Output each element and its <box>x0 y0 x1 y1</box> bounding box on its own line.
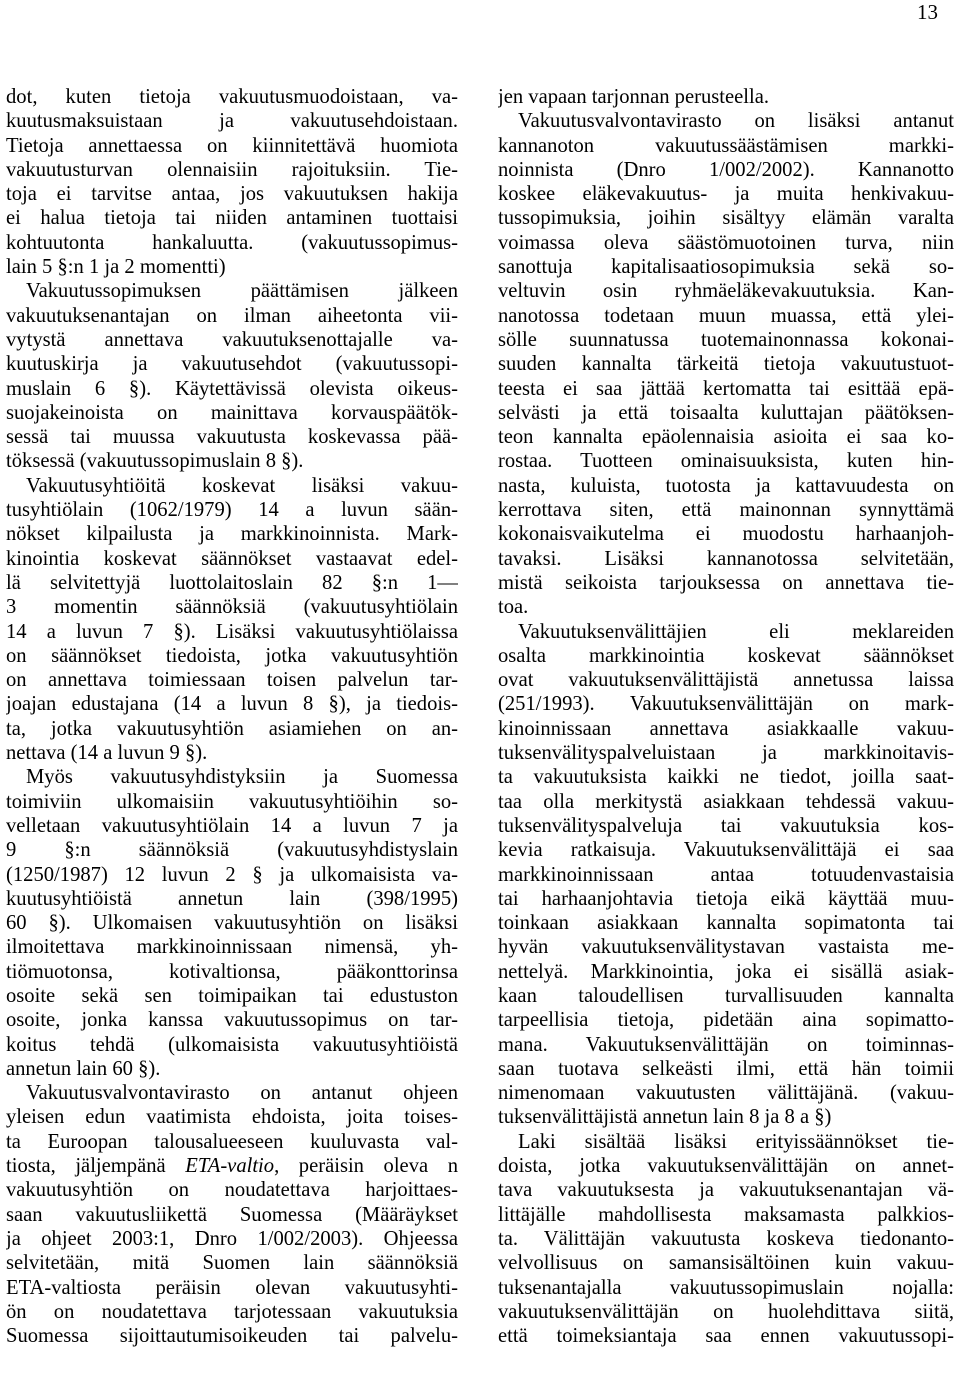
text-line: yleisen edun vaatimista ehdoista, joita toises- <box>6 1106 458 1129</box>
text-line: kinoinnissaan annettava asiakkaalle vakuu- <box>498 717 954 740</box>
text-line: nimenomaan vakuutusten välittäjänä. (vakuu- <box>498 1082 954 1105</box>
text-line: 9 §:n säännöksiä (vakuutusyhdistyslain <box>6 839 458 862</box>
text-line: vakuutusturvan olennaisiin rajoituksiin. Tie- <box>6 158 458 181</box>
text-line: mana. Vakuutuksenvälittäjän on toiminnas- <box>498 1033 954 1056</box>
text-line: tuksenantajalla vakuutussopimuslain nojalla: <box>498 1276 954 1299</box>
text-line: tavaksi. Lisäksi kannanotossa selvitetään, <box>498 547 954 570</box>
left-text-column <box>6 85 458 1348</box>
text-line: tiosta, jäljempänä ETA-valtio, peräisin oleva n <box>6 1155 458 1178</box>
text-line: kinointia koskevat säännökset vastaavat edel- <box>6 547 458 570</box>
text-line: vytystä annettava vakuutuksenottajalle va- <box>6 328 458 351</box>
text-line: kuutusyhtiöistä annetun lain (398/1995) <box>6 887 458 910</box>
text-line: teesta ei saa jättää kertomatta tai esittää epä- <box>498 377 954 400</box>
text-line: kohtuutonta hankaluutta. (vakuutussopimus- <box>6 231 458 254</box>
text-line: annetun lain 60 §). <box>6 1057 161 1080</box>
text-line: tarpeellisia tietoja, pidetään aina sopimatto- <box>498 1009 954 1032</box>
text-line: tiömuotonsa, kotivaltionsa, pääkonttorinsa <box>6 960 458 983</box>
text-line: rostaa. Tuotteen ominaisuuksista, kuten hin- <box>498 450 954 473</box>
text-line: muslain 6 §). Käytettävissä olevista oikeus- <box>6 377 458 400</box>
text-line: on annettava toimiessaan toisen palvelun tar- <box>6 669 458 692</box>
text-line: tai harhaanjohtavia tietoja eikä käyttää muu- <box>498 887 954 910</box>
text-line: toa. <box>498 596 529 619</box>
text-line: sölle suunnatussa tuotemainonnassa kokonai- <box>498 328 954 351</box>
text-line: selvästi ja että toisaalta kuluttajan päätöksen- <box>498 401 954 424</box>
text-line: jen vapaan tarjonnan perusteella. <box>498 86 770 108</box>
text-line: Vakuutuksenvälittäjien eli meklareiden <box>518 620 954 643</box>
text-line: 14 a luvun 7 §). Lisäksi vakuutusyhtiölaissa <box>6 620 458 643</box>
text-line: velvollisuus on samansisältöinen kuin vakuu- <box>498 1252 954 1275</box>
emphasized-term: ETA-valtio <box>185 1155 275 1178</box>
text-line: tuksenvälittäjistä annetun lain 8 ja 8 a §) <box>498 1106 832 1129</box>
text-line: kokonaisvaikutelma ei muodostu harhaanjoh- <box>498 523 954 546</box>
text-line: voimassa oleva säästömuotoinen turva, niin <box>498 231 954 254</box>
text-line: vakuutuksenantajan on ilman aiheetonta vii- <box>6 304 458 327</box>
text-line: hyvän vakuutuksenvälitystavan vastaista me- <box>498 936 954 959</box>
text-line: tusyhtiölain (1062/1979) 14 a luvun sään- <box>6 499 458 522</box>
text-line: koskee eläkevakuutus- ja muita henkivakuu- <box>498 183 954 206</box>
text-line: markkinoinnissaan antaa totuudenvastaisia <box>498 863 954 886</box>
text-line: (1250/1987) 12 luvun 2 § ja ulkomaisista va- <box>6 863 458 886</box>
text-line: Tietoja annettaessa on kiinnitettävä huomiota <box>6 134 458 157</box>
text-line: ei halua tietoja tai niiden antaminen tuottaisi <box>6 207 458 230</box>
text-line: Suomessa sijoittautumisoikeuden tai palvelu- <box>6 1325 458 1348</box>
text-line: ETA-valtiosta peräisin olevan vakuutusyhti- <box>6 1276 458 1299</box>
text-line: tava vakuutuksesta ja vakuutuksenantajan vä- <box>498 1179 954 1202</box>
text-line: Laki sisältää lisäksi erityissäännökset tie- <box>518 1130 954 1153</box>
text-line: Myös vakuutusyhdistyksiin ja Suomessa <box>26 766 458 789</box>
text-line: ta, jotka vakuutusyhtiön asiamiehen on an- <box>6 717 458 740</box>
text-line: noinnista (Dnro 1/002/2002). Kannanotto <box>498 158 954 181</box>
text-line: Vakuutussopimuksen päättämisen jälkeen <box>26 280 458 303</box>
text-line: nanotossa todetaan muun muassa, että ylei- <box>498 304 954 327</box>
text-line: ön on noudatettava tarjotessaan vakuutuksia <box>6 1300 458 1323</box>
text-line: ta vakuutuksista kaikki ne tiedot, joilla saat- <box>498 766 954 789</box>
text-line: saan tuotava selkeästi ilmi, että hän toimii <box>498 1057 954 1080</box>
text-line: toinkaan asiakkaan kannalta sopimatonta tai <box>498 912 954 935</box>
text-line: mistä seikoista tarjouksessa on annettava tie- <box>498 571 954 594</box>
text-line: koitus tehdä (ulkomaisista vakuutusyhtiöistä <box>6 1033 458 1056</box>
text-line: ta Euroopan talousalueeseen kuuluvasta val- <box>6 1130 458 1153</box>
text-line: Vakuutusyhtiöitä koskevat lisäksi vakuu- <box>26 474 458 497</box>
text-line: lain 5 §:n 1 ja 2 momentti) <box>6 256 226 279</box>
text-line: toimiviin ulkomaisiin vakuutusyhtiöihin so- <box>6 790 458 813</box>
text-line: sanottuja kapitalisaatiosopimuksia sekä so- <box>498 256 954 279</box>
text-line: taa olla merkitystä asiakkaan tehdessä vakuu- <box>498 790 954 813</box>
text-line: nettelyä. Markkinointia, joka ei sisällä asiak- <box>498 960 954 983</box>
text-line: kannanoton vakuutussäästämisen markki- <box>498 134 954 157</box>
text-line: toja ei tarvitse antaa, jos vakuutuksen hakija <box>6 183 458 206</box>
text-line: nasta, kuluista, tuotosta ja kattavuudesta on <box>498 474 954 497</box>
text-line: selvitetään, mitä Suomen lain säännöksiä <box>6 1252 458 1275</box>
page-number: 13 <box>917 0 938 24</box>
text-line: joajan edustajana (14 a luvun 8 §), ja tiedois- <box>6 693 458 716</box>
text-line: saan vakuutusliikettä Suomessa (Määräykset <box>6 1203 458 1226</box>
text-line: osalta markkinointia koskevat säännökset <box>498 644 954 667</box>
text-line: osoite, jonka kanssa vakuutussopimus on tar- <box>6 1009 458 1032</box>
text-line: tuksenvälityspalveluja tai vakuutuksia kos- <box>498 814 954 837</box>
text-line: on säännökset tiedoista, jotka vakuutusyhtiön <box>6 644 458 667</box>
text-line: ta. Välittäjän vakuutusta koskeva tiedonanto- <box>498 1227 954 1250</box>
right-text-column <box>498 85 954 1348</box>
text-line: 3 momentin säännöksiä (vakuutusyhtiölain <box>6 596 458 619</box>
text-line: nökset kilpailusta ja markkinoinnista. Mark- <box>6 523 458 546</box>
text-line: dot, kuten tietoja vakuutusmuodoistaan, va- <box>6 86 458 108</box>
text-line: kaan taloudellisen turvallisuuden kannalta <box>498 984 954 1007</box>
text-line: suojakeinoista on mainittava korvauspäätök- <box>6 401 458 424</box>
text-line: tuksenvälityspalveluistaan ja markkinoitavis- <box>498 742 954 765</box>
text-line: lä selvitettyjä luottolaitoslain 82 §:n 1— <box>6 571 458 594</box>
text-line: suuden kannalta tärkeitä tietoja vakuutustuot- <box>498 353 954 376</box>
text-line: Vakuutusvalvontavirasto on lisäksi antanut <box>518 110 954 133</box>
text-line: velletaan vakuutusyhtiölain 14 a luvun 7 ja <box>6 814 458 837</box>
text-line: osoite sekä sen toimipaikan tai edustuston <box>6 984 458 1007</box>
text-line: töksessä (vakuutussopimuslain 8 §). <box>6 450 304 473</box>
text-line: kevia ratkaisuja. Vakuutuksenvälittäjä ei saa <box>498 839 954 862</box>
text-line: (251/1993). Vakuutuksenvälittäjän on mark- <box>498 693 954 716</box>
text-line: 60 §). Ulkomaisen vakuutusyhtiön on lisäksi <box>6 912 458 935</box>
text-line: littäjälle mahdollisesta maksamasta palkkios- <box>498 1203 954 1226</box>
text-line: nettava (14 a luvun 9 §). <box>6 742 208 765</box>
text-line: että toimeksiantaja saa ennen vakuutussopi- <box>498 1325 954 1348</box>
text-line: veltuvin osin ryhmäeläkevakuutuksia. Kan- <box>498 280 954 303</box>
text-line: doista, jotka vakuutuksenvälittäjän on annet- <box>498 1155 954 1178</box>
text-line: ovat vakuutuksenvälittäjistä annetussa laissa <box>498 669 954 692</box>
text-line: kuutusmaksuistaan ja vakuutusehdoistaan. <box>6 110 458 133</box>
text-line: kerrottava siten, että mainonnan synnyttämä <box>498 499 954 522</box>
text-line: teon kannalta epäolennaisia asioita ei saa ko- <box>498 426 954 449</box>
text-line: sessä tai muussa vakuutusta koskevassa pää- <box>6 426 458 449</box>
text-line: ja ohjeet 2003:1, Dnro 1/002/2003). Ohjeessa <box>6 1227 458 1250</box>
text-line: kuutuskirja ja vakuutusehdot (vakuutussopi- <box>6 353 458 376</box>
text-line: tussopimuksia, joihin sisältyy elämän varalta <box>498 207 954 230</box>
text-line: vakuutuksenvälittäjän on huolehdittava siitä, <box>498 1300 954 1323</box>
text-line: Vakuutusvalvontavirasto on antanut ohjeen <box>26 1082 458 1105</box>
text-line: ilmoitettava markkinoinnissaan nimensä, yh- <box>6 936 458 959</box>
text-line: vakuutusyhtiön on noudatettava harjoittaes- <box>6 1179 458 1202</box>
